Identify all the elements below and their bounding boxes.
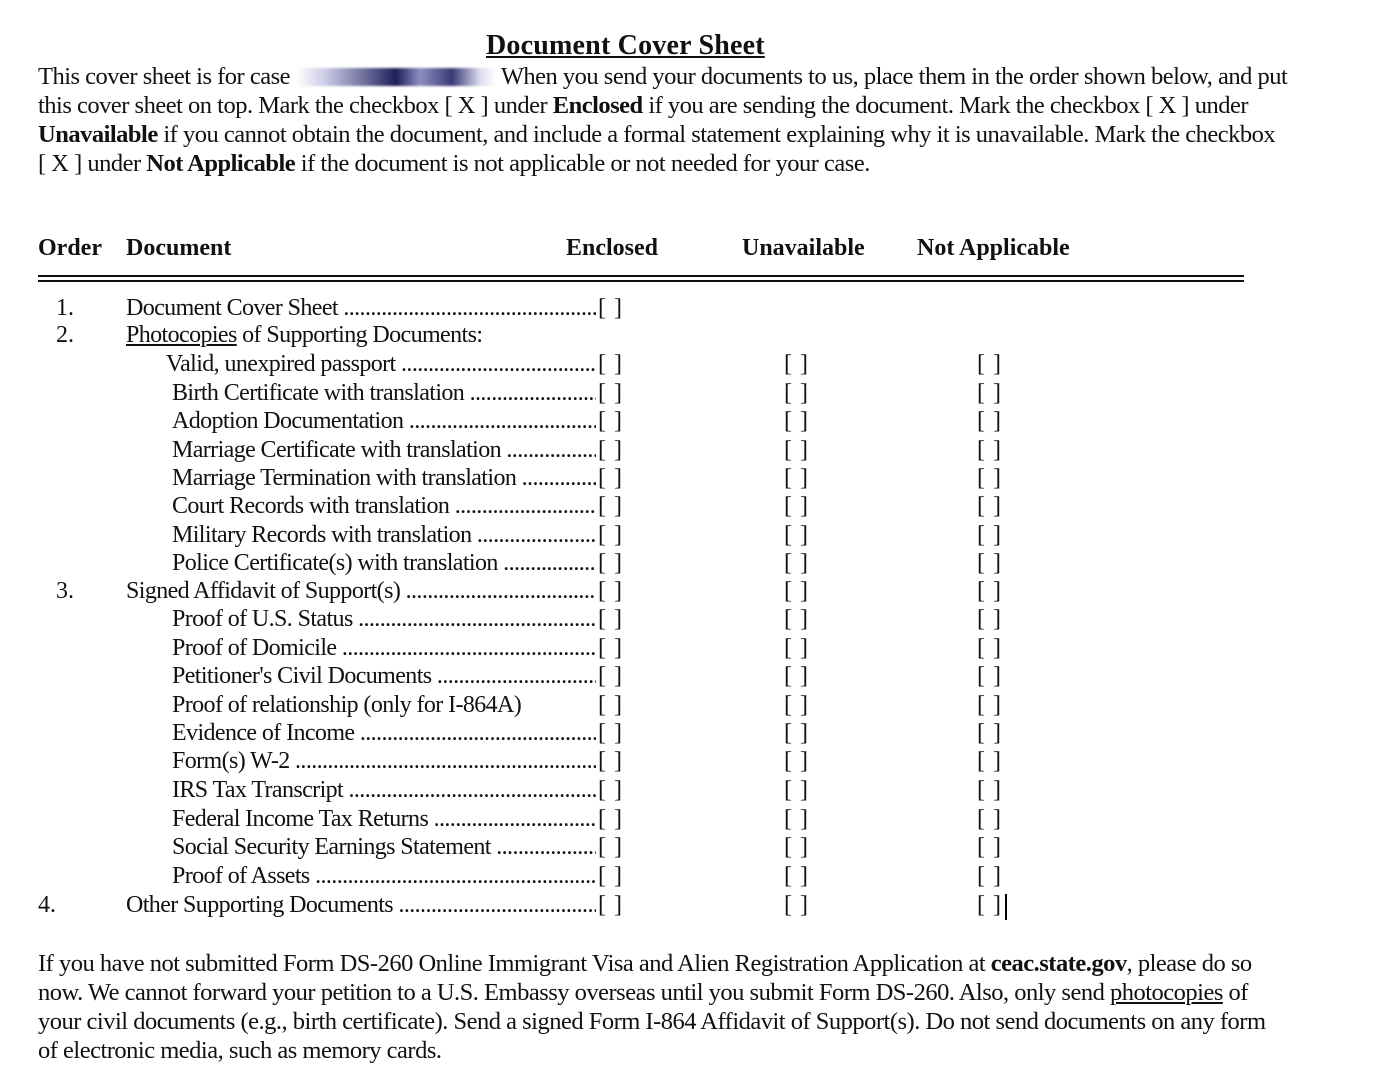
document-label: Proof of Domicile ..... (172, 635, 596, 662)
table-row (0, 863, 1390, 892)
not-applicable-checkbox[interactable]: [ ] (977, 692, 1002, 718)
enclosed-checkbox[interactable]: [ ] (598, 408, 623, 434)
document-label: Document Cover Sheet ..... (126, 295, 596, 322)
not-applicable-checkbox[interactable]: [ ] (977, 834, 1002, 860)
document-label: Proof of U.S. Status ..... (172, 606, 596, 633)
table-row (0, 748, 1390, 777)
unavailable-checkbox[interactable]: [ ] (784, 606, 809, 632)
header-unavailable: Unavailable (742, 235, 865, 261)
enclosed-checkbox[interactable]: [ ] (598, 834, 623, 860)
not-applicable-checkbox[interactable]: [ ] (977, 380, 1002, 406)
not-applicable-checkbox[interactable]: [ ] (977, 663, 1002, 689)
document-label: Marriage Termination with translation ..... (172, 465, 596, 492)
table-row (0, 834, 1390, 863)
document-label: Valid, unexpired passport ..... (166, 351, 596, 378)
document-label: Federal Income Tax Returns ..... (172, 806, 596, 833)
not-applicable-checkbox[interactable]: [ ] (977, 720, 1002, 746)
not-applicable-checkbox[interactable]: [ ] (977, 493, 1002, 519)
instructions-paragraph (38, 62, 1288, 178)
unavailable-checkbox[interactable]: [ ] (784, 437, 809, 463)
enclosed-checkbox[interactable]: [ ] (598, 380, 623, 406)
unavailable-checkbox[interactable]: [ ] (784, 380, 809, 406)
header-not-applicable: Not Applicable (917, 235, 1070, 261)
table-row (0, 408, 1390, 437)
not-applicable-checkbox[interactable]: [ ] (977, 550, 1002, 576)
enclosed-checkbox[interactable]: [ ] (598, 692, 623, 718)
order-number: 2. (56, 322, 74, 348)
enclosed-checkbox[interactable]: [ ] (598, 748, 623, 774)
document-label: Court Records with translation ..... (172, 493, 596, 520)
enclosed-checkbox[interactable]: [ ] (598, 606, 623, 632)
table-row (0, 437, 1390, 466)
table-row (0, 550, 1390, 579)
document-label: Birth Certificate with translation ..... (172, 380, 596, 407)
not-applicable-checkbox[interactable]: [ ] (977, 522, 1002, 548)
order-number: 1. (56, 295, 74, 321)
enclosed-checkbox[interactable]: [ ] (598, 522, 623, 548)
intro-text-4: if you cannot obtain the document, and include a formal statement explaining why it is unavailable. Mark the checkbox [ X ] under (38, 121, 1276, 177)
document-label: Police Certificate(s) with translation ..... (172, 550, 596, 577)
enclosed-checkbox[interactable]: [ ] (598, 493, 623, 519)
document-label: Other Supporting Documents ..... (126, 892, 596, 919)
header-order: Order (38, 235, 102, 261)
intro-text-5: if the document is not applicable or not needed for your case. (300, 150, 870, 177)
intro-text-1: This cover sheet is for case (38, 63, 290, 90)
table-row (0, 322, 1390, 351)
footer-paragraph (38, 949, 1288, 1065)
not-applicable-checkbox[interactable]: [ ] (977, 351, 1002, 377)
order-number: 3. (56, 578, 74, 604)
intro-not-applicable: Not Applicable (146, 150, 296, 177)
not-applicable-checkbox[interactable]: [ ] (977, 748, 1002, 774)
table-row (0, 692, 1390, 721)
document-label: Proof of relationship (only for I-864A) (172, 692, 522, 718)
header-document: Document (126, 235, 232, 261)
document-label: Signed Affidavit of Support(s) ..... (126, 578, 596, 605)
document-label: Military Records with translation ..... (172, 522, 596, 549)
document-label: Petitioner's Civil Documents ..... (172, 663, 596, 690)
not-applicable-checkbox[interactable]: [ ] (977, 892, 1002, 918)
unavailable-checkbox[interactable]: [ ] (784, 777, 809, 803)
unavailable-checkbox[interactable]: [ ] (784, 663, 809, 689)
enclosed-checkbox[interactable]: [ ] (598, 578, 623, 604)
unavailable-checkbox[interactable]: [ ] (784, 493, 809, 519)
intro-text-3: if you are sending the document. Mark the checkbox [ X ] under (648, 92, 1248, 119)
document-label: Adoption Documentation ..... (172, 408, 596, 435)
table-row (0, 663, 1390, 692)
unavailable-checkbox[interactable]: [ ] (784, 863, 809, 889)
text-cursor (1005, 894, 1007, 920)
table-row (0, 380, 1390, 409)
enclosed-checkbox[interactable]: [ ] (598, 295, 623, 321)
table-row (0, 606, 1390, 635)
unavailable-checkbox[interactable]: [ ] (784, 806, 809, 832)
enclosed-checkbox[interactable]: [ ] (598, 777, 623, 803)
enclosed-checkbox[interactable]: [ ] (598, 550, 623, 576)
document-label: Form(s) W-2 ..... (172, 748, 596, 775)
table-row (0, 295, 1390, 324)
document-label: Proof of Assets ..... (172, 863, 596, 890)
unavailable-checkbox[interactable]: [ ] (784, 550, 809, 576)
order-number: 4. (38, 892, 56, 918)
table-row (0, 465, 1390, 494)
unavailable-checkbox[interactable]: [ ] (784, 465, 809, 491)
footer-site-link[interactable]: ceac.state.gov (990, 950, 1127, 977)
document-label: IRS Tax Transcript ..... (172, 777, 596, 804)
not-applicable-checkbox[interactable]: [ ] (977, 408, 1002, 434)
footer-photocopies: photocopies (1109, 979, 1223, 1006)
table-row (0, 522, 1390, 551)
not-applicable-checkbox[interactable]: [ ] (977, 635, 1002, 661)
table-row (0, 351, 1390, 380)
enclosed-checkbox[interactable]: [ ] (598, 351, 623, 377)
not-applicable-checkbox[interactable]: [ ] (977, 806, 1002, 832)
enclosed-checkbox[interactable]: [ ] (598, 635, 623, 661)
document-label: Social Security Earnings Statement ..... (172, 834, 596, 861)
intro-enclosed: Enclosed (552, 92, 643, 119)
not-applicable-checkbox[interactable]: [ ] (977, 777, 1002, 803)
unavailable-checkbox[interactable]: [ ] (784, 834, 809, 860)
enclosed-checkbox[interactable]: [ ] (598, 720, 623, 746)
header-divider-bottom (38, 280, 1244, 282)
not-applicable-checkbox[interactable]: [ ] (977, 578, 1002, 604)
redacted-case-number (296, 68, 496, 86)
enclosed-checkbox[interactable]: [ ] (598, 863, 623, 889)
unavailable-checkbox[interactable]: [ ] (784, 522, 809, 548)
not-applicable-checkbox[interactable]: [ ] (977, 465, 1002, 491)
enclosed-checkbox[interactable]: [ ] (598, 806, 623, 832)
table-row (0, 806, 1390, 835)
unavailable-checkbox[interactable]: [ ] (784, 351, 809, 377)
intro-text-2: When you send your documents to us, place them in the order shown below, and put this cover sheet on top. Mark the checkbox [ X ] under (38, 63, 1288, 119)
footer-text-2: , please do so now. We cannot forward your petition to a U.S. Embassy overseas until you submit Form DS-260. Also, only send (38, 950, 1252, 1006)
document-label: Evidence of Income ..... (172, 720, 596, 747)
enclosed-checkbox[interactable]: [ ] (598, 437, 623, 463)
unavailable-checkbox[interactable]: [ ] (784, 635, 809, 661)
footer-text-1: If you have not submitted Form DS-260 Online Immigrant Visa and Alien Registration Application at (38, 950, 986, 977)
not-applicable-checkbox[interactable]: [ ] (977, 606, 1002, 632)
intro-unavailable: Unavailable (38, 121, 158, 148)
table-row (0, 777, 1390, 806)
enclosed-checkbox[interactable]: [ ] (598, 465, 623, 491)
unavailable-checkbox[interactable]: [ ] (784, 692, 809, 718)
unavailable-checkbox[interactable]: [ ] (784, 748, 809, 774)
enclosed-checkbox[interactable]: [ ] (598, 663, 623, 689)
not-applicable-checkbox[interactable]: [ ] (977, 437, 1002, 463)
page-title: Document Cover Sheet (486, 30, 765, 61)
table-row (0, 578, 1390, 607)
table-row (0, 635, 1390, 664)
not-applicable-checkbox[interactable]: [ ] (977, 863, 1002, 889)
table-row (0, 892, 1390, 921)
footer-text-3: of your civil documents (e.g., birth certificate). Send a signed Form I-864 Affidavit of Support(s). Do not send documents on any form of electronic media, such as memory cards. (38, 979, 1266, 1064)
unavailable-checkbox[interactable]: [ ] (784, 408, 809, 434)
document-label: Photocopies of Supporting Documents: (126, 322, 483, 348)
header-divider-top (38, 275, 1244, 277)
enclosed-checkbox[interactable]: [ ] (598, 892, 623, 918)
unavailable-checkbox[interactable]: [ ] (784, 720, 809, 746)
unavailable-checkbox[interactable]: [ ] (784, 578, 809, 604)
header-enclosed: Enclosed (566, 235, 659, 261)
table-row (0, 720, 1390, 749)
table-row (0, 493, 1390, 522)
unavailable-checkbox[interactable]: [ ] (784, 892, 809, 918)
document-label: Marriage Certificate with translation ..... (172, 437, 596, 464)
